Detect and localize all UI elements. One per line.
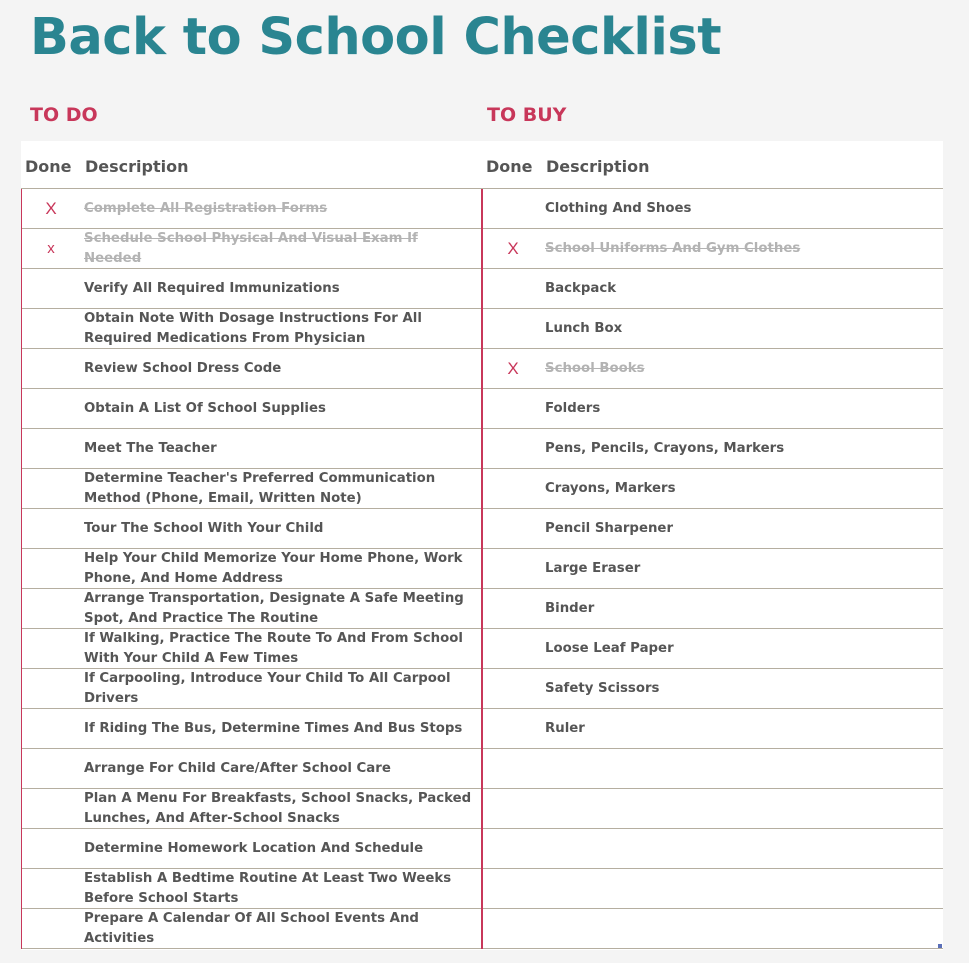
tobuy-row[interactable] [483,629,943,669]
tobuy-row[interactable] [483,669,943,709]
tobuy-description-cell[interactable]: Lunch Box [545,320,623,336]
todo-done-cell[interactable]: x [47,240,55,257]
tobuy-done-cell[interactable] [483,549,543,588]
tobuy-description-cell[interactable]: Pens, Pencils, Crayons, Markers [545,440,785,456]
todo-row[interactable] [21,709,481,749]
todo-done-cell[interactable] [21,269,81,308]
todo-done-cell[interactable] [21,469,81,508]
todo-done-cell[interactable] [21,389,81,428]
todo-row[interactable] [21,789,481,829]
tobuy-description-header: Description [546,157,650,176]
tobuy-row[interactable] [483,389,943,429]
tobuy-row[interactable] [483,269,943,309]
tobuy-row[interactable] [483,309,943,349]
tobuy-description-cell[interactable] [545,909,937,948]
todo-row[interactable] [21,589,481,629]
tobuy-done-cell[interactable]: X [507,238,519,258]
todo-description-cell[interactable]: Obtain Note With Dosage Instructions For All Required Medications From Physician [84,310,422,346]
tobuy-done-cell[interactable] [483,269,543,308]
tobuy-done-cell[interactable] [483,749,543,788]
tobuy-description-cell[interactable]: Crayons, Markers [545,480,676,496]
tobuy-description-cell[interactable]: School Uniforms And Gym Clothes [545,240,801,256]
tobuy-done-cell[interactable] [483,669,543,708]
tobuy-description-cell[interactable]: Backpack [545,280,617,296]
tobuy-done-cell[interactable] [483,389,543,428]
todo-row[interactable] [21,389,481,429]
tobuy-row[interactable] [483,549,943,589]
todo-list [21,189,481,949]
todo-row[interactable] [21,629,481,669]
todo-done-cell[interactable] [21,909,81,948]
tobuy-description-cell[interactable] [545,869,937,908]
todo-done-cell[interactable] [21,829,81,868]
todo-description-cell[interactable]: Arrange For Child Care/After School Care [84,760,391,776]
tobuy-description-cell[interactable] [545,789,937,828]
tobuy-done-cell[interactable] [483,869,543,908]
todo-done-cell[interactable] [21,869,81,908]
tobuy-done-cell[interactable] [483,429,543,468]
todo-description-cell[interactable]: Arrange Transportation, Designate A Safe Meeting Spot, And Practice The Routine [84,590,464,626]
tobuy-done-cell[interactable] [483,509,543,548]
todo-row[interactable] [21,429,481,469]
tobuy-row[interactable] [483,349,943,389]
todo-description-cell[interactable]: Prepare A Calendar Of All School Events And Activities [84,910,419,946]
tobuy-description-cell[interactable]: School Books [545,360,645,376]
todo-done-cell[interactable] [21,589,81,628]
tobuy-description-cell[interactable]: Large Eraser [545,560,641,576]
todo-description-cell[interactable]: Help Your Child Memorize Your Home Phone, Work Phone, And Home Address [84,550,463,586]
todo-row[interactable] [21,269,481,309]
todo-row[interactable] [21,189,481,229]
tobuy-row[interactable] [483,869,943,909]
todo-heading: TO DO [30,104,98,126]
tobuy-description-cell[interactable]: Loose Leaf Paper [545,640,674,656]
todo-description-cell[interactable]: Complete All Registration Forms [84,200,328,216]
tobuy-description-cell[interactable]: Folders [545,400,601,416]
todo-done-cell[interactable] [21,549,81,588]
resize-handle[interactable] [938,944,942,948]
todo-description-cell[interactable]: Obtain A List Of School Supplies [84,400,326,416]
tobuy-done-cell[interactable] [483,709,543,748]
todo-description-cell[interactable]: Verify All Required Immunizations [84,280,340,296]
todo-description-cell[interactable]: If Carpooling, Introduce Your Child To All Carpool Drivers [84,670,451,706]
todo-description-cell[interactable]: Review School Dress Code [84,360,282,376]
tobuy-description-cell[interactable]: Binder [545,600,595,616]
tobuy-row[interactable] [483,589,943,629]
tobuy-description-cell[interactable]: Pencil Sharpener [545,520,674,536]
todo-row[interactable] [21,349,481,389]
tobuy-done-cell[interactable] [483,629,543,668]
tobuy-row[interactable] [483,509,943,549]
tobuy-done-cell[interactable] [483,589,543,628]
todo-row[interactable] [21,229,481,269]
todo-description-cell[interactable]: Establish A Bedtime Routine At Least Two Weeks Before School Starts [84,870,452,906]
todo-done-header: Done [25,157,72,176]
tobuy-done-cell[interactable]: X [507,358,519,378]
tobuy-row[interactable] [483,229,943,269]
todo-description-cell[interactable]: Determine Homework Location And Schedule [84,840,424,856]
todo-description-header: Description [85,157,189,176]
checklist-sheet [21,141,943,950]
column-divider [481,189,483,949]
tobuy-done-cell[interactable] [483,189,543,228]
tobuy-row[interactable] [483,789,943,829]
todo-description-cell[interactable]: Determine Teacher's Preferred Communication Method (Phone, Email, Written Note) [84,470,436,506]
todo-row[interactable] [21,669,481,709]
tobuy-done-cell[interactable] [483,909,543,948]
todo-done-cell[interactable] [21,789,81,828]
todo-row[interactable] [21,869,481,909]
tobuy-row[interactable] [483,749,943,789]
tobuy-done-cell[interactable] [483,309,543,348]
todo-description-cell[interactable]: If Walking, Practice The Route To And From School With Your Child A Few Times [84,630,463,666]
todo-row[interactable] [21,829,481,869]
todo-done-cell[interactable] [21,749,81,788]
tobuy-heading: TO BUY [487,104,567,126]
todo-row[interactable] [21,509,481,549]
todo-done-cell[interactable] [21,669,81,708]
tobuy-description-cell[interactable]: Ruler [545,720,585,736]
tobuy-row[interactable] [483,909,943,949]
todo-done-cell[interactable]: X [45,198,57,218]
tobuy-description-cell[interactable] [545,829,937,868]
todo-done-cell[interactable] [21,429,81,468]
todo-left-border [21,189,22,949]
todo-row[interactable] [21,749,481,789]
tobuy-row[interactable] [483,429,943,469]
todo-description-cell[interactable]: If Riding The Bus, Determine Times And Bus Stops [84,720,463,736]
tobuy-done-cell[interactable] [483,789,543,828]
todo-done-cell[interactable] [21,309,81,348]
tobuy-description-cell[interactable]: Clothing And Shoes [545,200,692,216]
todo-row[interactable] [21,309,481,349]
tobuy-description-cell[interactable]: Safety Scissors [545,680,660,696]
todo-done-cell[interactable] [21,349,81,388]
tobuy-row[interactable] [483,469,943,509]
todo-row[interactable] [21,909,481,949]
tobuy-done-cell[interactable] [483,469,543,508]
todo-done-cell[interactable] [21,509,81,548]
todo-done-cell[interactable] [21,629,81,668]
todo-done-cell[interactable] [21,709,81,748]
todo-description-cell[interactable]: Meet The Teacher [84,440,217,456]
tobuy-row[interactable] [483,829,943,869]
todo-description-cell[interactable]: Schedule School Physical And Visual Exam If Needed [84,230,418,266]
tobuy-done-header: Done [486,157,533,176]
tobuy-row[interactable] [483,709,943,749]
todo-row[interactable] [21,549,481,589]
todo-description-cell[interactable]: Tour The School With Your Child [84,520,324,536]
page-title: Back to School Checklist [30,8,722,67]
tobuy-row[interactable] [483,189,943,229]
todo-row[interactable] [21,469,481,509]
tobuy-list [483,189,943,949]
todo-description-cell[interactable]: Plan A Menu For Breakfasts, School Snacks, Packed Lunches, And After-School Snacks [84,790,472,826]
tobuy-description-cell[interactable] [545,749,937,788]
tobuy-done-cell[interactable] [483,829,543,868]
